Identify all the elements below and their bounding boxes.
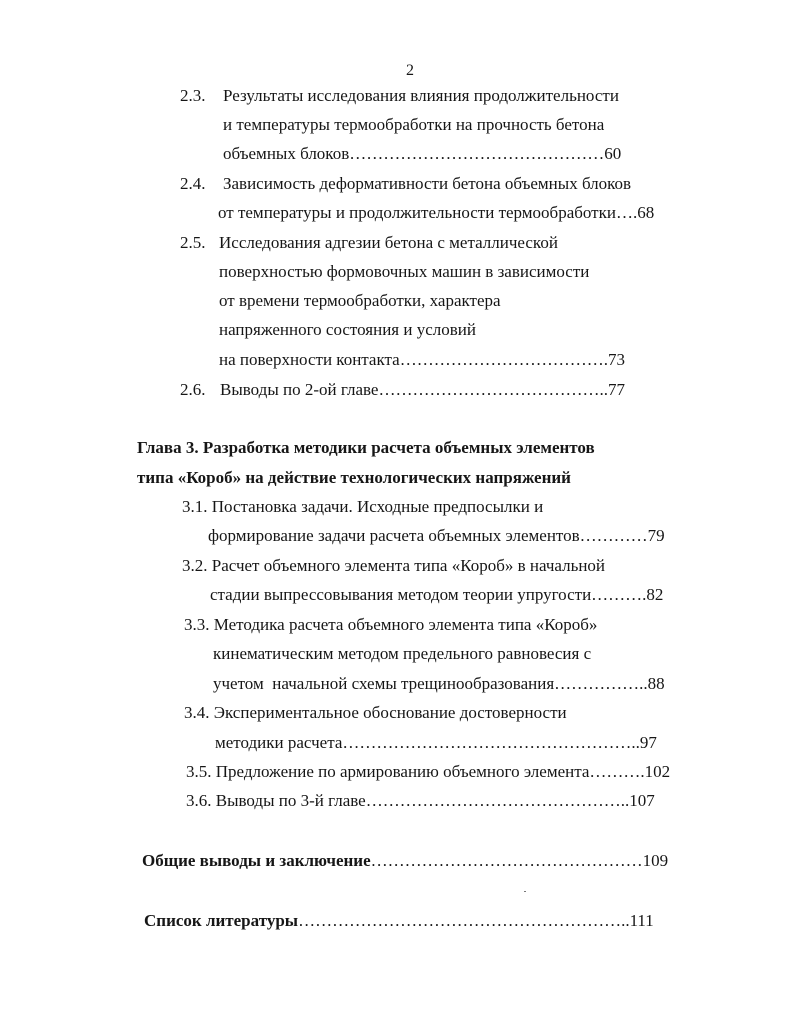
toc-2-5-line-3: от времени термообработки, характера xyxy=(219,291,501,310)
toc-3-5-line-1: 3.5. Предложение по армированию объемного элемента……….102 xyxy=(186,762,671,781)
toc-conclusions-title: Общие выводы и заключение xyxy=(142,851,371,870)
chapter-3-title-line-1: Глава 3. Разработка методики расчета объемных элементов xyxy=(137,438,595,457)
toc-3-1-line-1: 3.1. Постановка задачи. Исходные предпосылки и xyxy=(182,497,544,516)
toc-3-2-line-2: стадии выпрессовывания методом теории упругости……….82 xyxy=(210,585,664,604)
toc-2-5-line-2: поверхностью формовочных машин в зависимости xyxy=(219,262,590,281)
toc-3-2-line-1: 3.2. Расчет объемного элемента типа «Короб» в начальной xyxy=(182,556,606,575)
toc-3-3-line-1: 3.3. Методика расчета объемного элемента типа «Короб» xyxy=(184,615,598,634)
toc-2-3-line-1: Результаты исследования влияния продолжительности xyxy=(223,86,619,105)
toc-2-5-line-5: на поверхности контакта……………………………….73 xyxy=(219,350,625,369)
toc-conclusions-leader: …………………………………………109 xyxy=(370,851,669,870)
toc-2-4-line-1: Зависимость деформативности бетона объемных блоков xyxy=(223,174,632,193)
page-number: 2 xyxy=(406,62,414,79)
scan-speck xyxy=(524,891,526,892)
toc-references xyxy=(144,911,654,931)
toc-references-title: Список литературы xyxy=(144,911,299,930)
toc-2-4-number: 2.4. xyxy=(180,174,206,193)
toc-3-4-line-1: 3.4. Экспериментальное обоснование достоверности xyxy=(184,703,567,722)
toc-references-leader: …………………………………………………..111 xyxy=(298,911,654,930)
toc-3-1-line-2: формирование задачи расчета объемных элементов…………79 xyxy=(208,526,665,545)
toc-2-3-line-2: и температуры термообработки на прочность бетона xyxy=(223,115,605,134)
chapter-3-title-line-2: типа «Короб» на действие технологических напряжений xyxy=(137,468,571,487)
toc-2-5-line-4: напряженного состояния и условий xyxy=(219,320,476,339)
toc-conclusions xyxy=(142,851,668,871)
toc-3-3-line-3: учетом начальной схемы трещинообразования……………..88 xyxy=(213,674,665,693)
toc-2-6-number: 2.6. xyxy=(180,380,206,399)
toc-2-3-number: 2.3. xyxy=(180,86,206,105)
toc-3-3-line-2: кинематическим методом предельного равновесия с xyxy=(213,644,592,663)
toc-3-6-line-1: 3.6. Выводы по 3-й главе………………………………………..107 xyxy=(186,791,655,810)
toc-2-3-line-3: объемных блоков………………………………………60 xyxy=(223,144,622,163)
toc-2-5-line-1: Исследования адгезии бетона с металлической xyxy=(219,233,558,252)
toc-2-6-line-1: Выводы по 2-ой главе…………………………………..77 xyxy=(220,380,625,399)
toc-3-4-line-2: методики расчета……………………………………………..97 xyxy=(215,733,657,752)
toc-2-5-number: 2.5. xyxy=(180,233,206,252)
toc-2-4-line-2: от температуры и продолжительности термообработки….68 xyxy=(218,203,655,222)
